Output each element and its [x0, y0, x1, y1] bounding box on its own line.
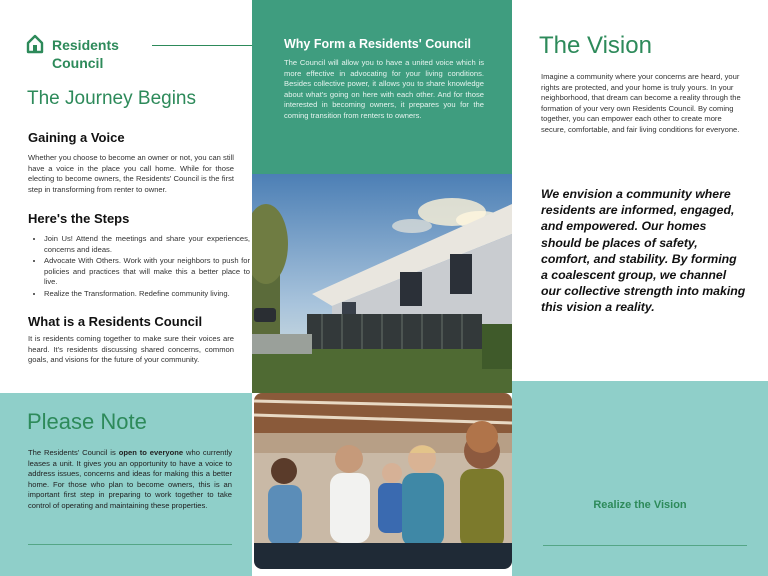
vision-text: Imagine a community where your concerns are heard, your rights are protected, and your home is truly yours. In your neighborhood, that dream can become a reality through the formation of your very own Residents Council. By coming together, you can empower each other to create more secure, comfortable, and fair living conditions for everyone. [541, 72, 741, 134]
residents-meeting-photo [254, 393, 512, 569]
gaining-voice-heading: Gaining a Voice [28, 130, 125, 145]
vision-statement: We envision a community where residents are informed, engaged, and empowered. Our homes should be places of safety, comfort, and stability. By forming a coalescent group, we channel our collective strength into making this vision a reality. [541, 187, 746, 315]
why-text: The Council will allow you to have a united voice which is more effective in advocating for your living conditions. Besides collective power, it allows you to share knowledge about what's going on here with each other. And for those interested in becoming owners, it prepares you for the coming transition from renters to owners. [284, 58, 484, 120]
step-item: • Join Us! Attend the meetings and share your experiences, concerns and ideas. [44, 234, 250, 255]
townhouse-photo [252, 174, 512, 393]
journey-title: The Journey Begins [27, 88, 196, 109]
please-note-title: Please Note [27, 409, 147, 434]
realize-vision-label: Realize the Vision [593, 499, 687, 511]
steps-list [28, 234, 250, 300]
step-item: • Advocate With Others. Work with your neighbors to push for policies and practices that will make this a better place to live. [44, 256, 250, 288]
brand-name: Residents Council [52, 37, 119, 71]
why-title: Why Form a Residents' Council [284, 37, 472, 51]
realize-vision-panel [512, 381, 768, 576]
house-icon [26, 34, 44, 54]
step-item: • Realize the Transformation. Redefine community living. [44, 289, 250, 300]
brand-divider [152, 45, 252, 46]
realize-vision-divider [543, 545, 747, 546]
residents-council-heading: What is a Residents Council [28, 314, 203, 329]
residents-council-text: It is residents coming together to make sure their voices are heard. It's residents discussing shared concerns, common goals, and visions for the future of your community. [28, 334, 234, 364]
gaining-voice-text: Whether you choose to become an owner or not, you can still have a voice in the place you call home. While for those electing to become owners, the Residents' Council is the first step in transforming from renter to owner. [28, 153, 234, 194]
please-note-divider [28, 544, 232, 545]
steps-heading: Here's the Steps [28, 211, 130, 226]
please-note-text: The Residents' Council is open to everyone who currently leases a unit. It gives you an opportunity to have a voice to address issues, concerns and ideas for making this a better home. For those who plan to become owners, this is an important first step in preparing to work together to take control of operating and maintaining these properties. [28, 448, 232, 510]
vision-title: The Vision [539, 32, 652, 59]
